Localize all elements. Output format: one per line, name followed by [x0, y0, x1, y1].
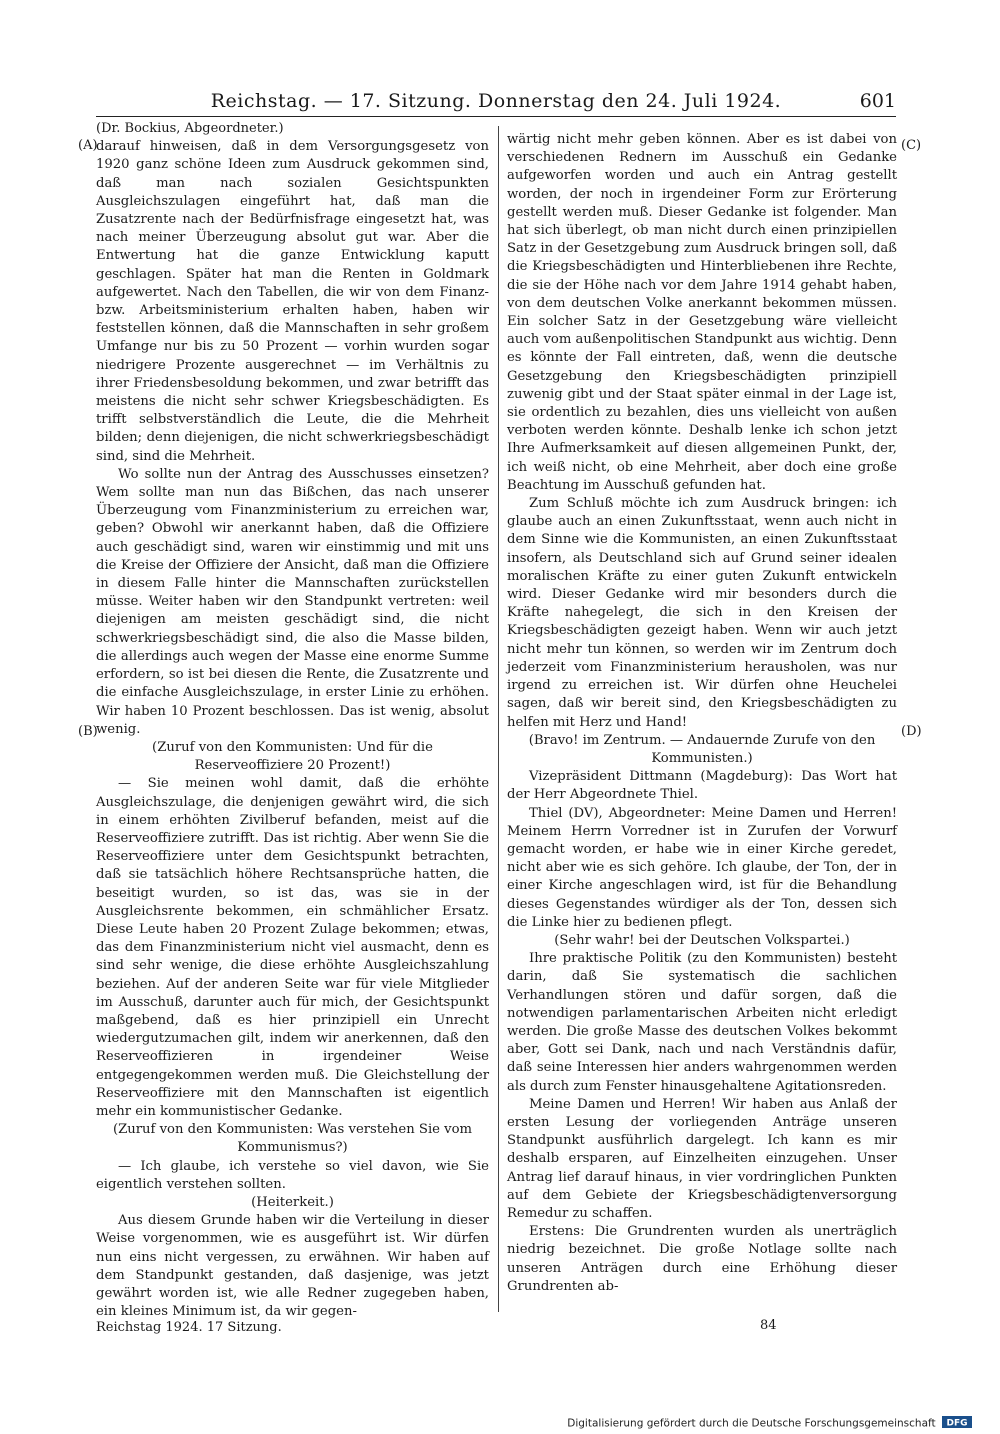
left-column	[96, 120, 489, 1321]
page-number: 601	[859, 90, 896, 112]
margin-mark-b: (B)	[78, 724, 98, 739]
paragraph: darauf hinweisen, daß in dem Versorgungsgesetz von 1920 ganz schöne Ideen zum Ausdruck gekommen sind, daß man nach sozialen Gesichtspunkten Ausgleichszulagen eingeführt hat, daß man die Zusatzrente nach der Bedürfnisfrage eingesetzt hat, was nach meiner Überzeugung absolut gut war. Aber die Entwertung hat die ganze Entwicklung kaputt geschlagen. Später hat man die Renten in Goldmark aufgewertet. Nach den Tabellen, die wir von dem Finanz- bzw. Arbeitsministerium erhalten haben, haben wir feststellen können, daß die Mannschaften in sehr großem Umfange nur bis zu 50 Prozent — vorhin wurden sogar niedrigere Prozente ausgerechnet — im Verhältnis zu ihrer Friedensbesoldung bekommen, und zwar betrifft das meistens die nicht sehr schwer Kriegsbeschädigten. Es trifft selbstverständlich die Leute, die die Mehrheit bilden; denn diejenigen, die nicht schwerkriegsbeschädigt sind, sind die Mehrheit.	[96, 139, 489, 464]
interjection: (Zuruf von den Kommunisten: Und für die Reserveoffiziere 20 Prozent!)	[152, 739, 433, 774]
funding-note-text: Digitalisierung gefördert durch die Deutsche Forschungsgemeinschaft	[567, 1417, 936, 1430]
paragraph: — Ich glaube, ich verstehe so viel davon, wie Sie eigentlich verstehen sollten.	[96, 1158, 489, 1192]
column-divider	[498, 126, 499, 1312]
dfg-logo-text: DFG	[946, 1418, 968, 1428]
dfg-logo-icon	[942, 1416, 972, 1431]
paragraph: Erstens: Die Grundrenten wurden als unerträglich niedrig bezeichnet. Die große Notlage sollte nach unseren Anträgen durch eine Erhöhung dieser Grundrenten ab-	[507, 1224, 897, 1294]
paragraph: wärtig nicht mehr geben können. Aber es ist dabei von verschiedenen Rednern im Ausschuß ein Gedanke aufgeworfen worden und auch ein Antrag gestellt worden, der noch in irgendeiner Form zur Erörterung gestellt werden muß. Dieser Gedanke ist folgender. Man hat sich überlegt, ob man nicht durch einen prinzipiellen Satz in der Gesetzgebung zum Ausdruck bringen soll, daß die Kriegsbeschädigten und Hinterbliebenen ihre Rechte, die sie der Höhe nach vor dem Jahre 1914 gehabt haben, von dem deutschen Volke anerkannt bekommen müssen. Ein solcher Satz in der Gesetzgebung wäre vielleicht auch vom außenpolitischen Standpunkt aus wichtig. Denn es könnte der Fall eintreten, daß, wenn die deutsche Gesetzgebung den Kriegsbeschädigten prinzipiell zuwenig gibt und der Staat später einmal in der Lage ist, sie ordentlich zu bezahlen, dies uns vielleicht von außen verboten werden könnte. Deshalb lenke ich schon jetzt Ihre Aufmerksamkeit auf diesen allgemeinen Punkt, der, ich weiß nicht, ob eine Mehrheit, aber doch eine große Beachtung im Ausschuß gefunden hat.	[507, 132, 897, 493]
paragraph: — Sie meinen wohl damit, daß die erhöhte Ausgleichszulage, die denjenigen gewährt wird, die sich in einem erhöhten Zivilberuf befanden, meist auf die Reserveoffiziere zutrifft. Das ist richtig. Aber wenn Sie die Reserveoffiziere unter dem Gesichtspunkt betrachten, daß sie tatsächlich höhere Rechtsansprüche hatten, die beseitigt wurden, so ist das, was sie in der Ausgleichsrente bekommen, ein schmählicher Ersatz. Diese Leute haben 20 Prozent Zulage bekommen; etwas, das dem Finanzministerium nicht viel ausmacht, denn es sind sehr wenige, die diese erhöhte Ausgleichszahlung beziehen. Auf der anderen Seite war für viele Mitglieder im Ausschuß, darunter auch für mich, der Gesichtspunkt maßgebend, daß es hier prinzipiell ein Unrecht wiedergutzumachen gilt, indem wir anerkennen, daß den Reserveoffizieren in irgendeiner Weise entgegengekommen werden muß. Die Gleichstellung der Reserveoffiziere mit den Mannschaften ist eigentlich mehr ein kommunistischer Gedanke.	[96, 776, 489, 1119]
page-header	[96, 90, 896, 116]
paragraph: Zum Schluß möchte ich zum Ausdruck bringen: ich glaube auch an einen Zukunftsstaat, wenn auch nicht in dem Sinne wie die Kommunisten, an einen Zukunftsstaat insofern, als Deutschland sich auf Grund seiner idealen moralischen Kräfte zu einer guten Zukunft entwickeln wird. Dieser Gedanke wird mir besonders durch die Kräfte nahegelegt, die sich in den Kreisen der Kriegsbeschädigten gezeigt haben. Wenn wir auch jetzt nicht mehr tun können, so werden wir im Zentrum doch jederzeit vom Finanzministerium herausholen, was nur irgend zu erreichen ist. Wir dürfen ohne Heuchelei sagen, daß wir bereit sind, den Kriegsbeschädigten zu helfen mit Herz und Hand!	[507, 496, 897, 730]
paragraph: Vizepräsident Dittmann (Magdeburg): Das Wort hat der Herr Abgeordnete Thiel.	[507, 769, 897, 803]
signature-mark: 84	[760, 1318, 777, 1333]
interjection: (Bravo! im Zentrum. — Andauernde Zurufe von den Kommunisten.)	[528, 732, 876, 766]
paragraph: Ihre praktische Politik (zu den Kommunisten) besteht darin, daß Sie systematisch die sachlichen Verhandlungen stören und dafür sorgen, daß die notwendigen parlamentarischen Arbeiten nicht erledigt werden. Die große Masse des deutschen Volkes bekommt aber, Gott sei Dank, nach und nach Verständnis dafür, daß seine Interessen hier anders wahrgenommen werden als durch zum Fenster hinausgehaltene Agitationsreden.	[507, 951, 897, 1094]
interjection: (Zuruf von den Kommunisten: Was verstehen Sie vom Kommunismus?)	[112, 1122, 473, 1156]
running-title: Reichstag. — 17. Sitzung. Donnerstag den 24. Juli 1924.	[210, 90, 782, 112]
right-column	[507, 131, 897, 1296]
paragraph: Wo sollte nun der Antrag des Ausschusses einsetzen? Wem sollte man nun das Bißchen, das nach unserer Überzeugung vom Finanzministerium zu erreichen war, geben? Obwohl wir anerkannt haben, daß die Offiziere auch geschädigt sind, waren wir einstimmig und mit uns die Kreise der Offiziere der Ansicht, daß man die Offiziere in diesem Falle hinter die Mannschaften zurückstellen müsse. Weiter haben wir den Standpunkt vertreten: weil diejenigen am meisten geschädigt sind, die nicht schwerkriegsbeschädigt sind, die also die Masse bilden, die allerdings auch wegen der Masse eine enorme Summe erfordern, so ist bei diesen die Rente, die Zusatzrente und die einfache Ausgleichszulage, in erster Linie zu erhöhen. Wir haben 10 Prozent beschlossen. Das ist wenig, absolut wenig.	[96, 466, 489, 737]
margin-mark-a: (A)	[78, 138, 98, 153]
paragraph: Aus diesem Grunde haben wir die Verteilung in dieser Weise vorgenommen, wie es ausgeführt ist. Wir dürfen nun eins nicht vergessen, zu erwähnen. Wir haben auf dem Standpunkt gestanden, daß dasjenige, was jetzt gewährt worden ist, wie alle Redner zugegeben haben, ein kleines Minimum ist, da wir gegen-	[96, 1213, 489, 1320]
paragraph: Meine Damen und Herren! Wir haben aus Anlaß der ersten Lesung der vorliegenden Anträge unseren Standpunkt ausführlich dargelegt. Ich kann es mir deshalb ersparen, auf Einzelheiten einzugehen. Unser Antrag lief darauf hinaus, in vier vordringlichen Punkten auf dem Gebiete der Kriegsbeschädigtenversorgung Remedur zu schaffen.	[507, 1096, 897, 1221]
margin-mark-c: (C)	[901, 138, 922, 153]
interjection: (Sehr wahr! bei der Deutschen Volkspartei.)	[554, 932, 850, 948]
header-rule	[96, 116, 896, 117]
margin-mark-d: (D)	[901, 724, 922, 739]
funding-note	[567, 1416, 972, 1431]
footer-imprint: Reichstag 1924. 17 Sitzung.	[96, 1320, 282, 1335]
paragraph: Thiel (DV), Abgeordneter: Meine Damen und Herren! Meinem Herrn Vorredner ist in Zurufen der Vorwurf gemacht worden, er habe wie in einer Kirche geredet, nicht aber wie es sich gehöre. Ich glaube, der Ton, der in einer Kirche angeschlagen wird, ist für die Behandlung dieses Gegenstandes würdiger als der Ton, dessen sich die Linke hier zu bedienen pflegt.	[507, 805, 897, 930]
speaker-label: (Dr. Bockius, Abgeordneter.)	[96, 121, 284, 136]
interjection: (Heiterkeit.)	[251, 1194, 334, 1210]
